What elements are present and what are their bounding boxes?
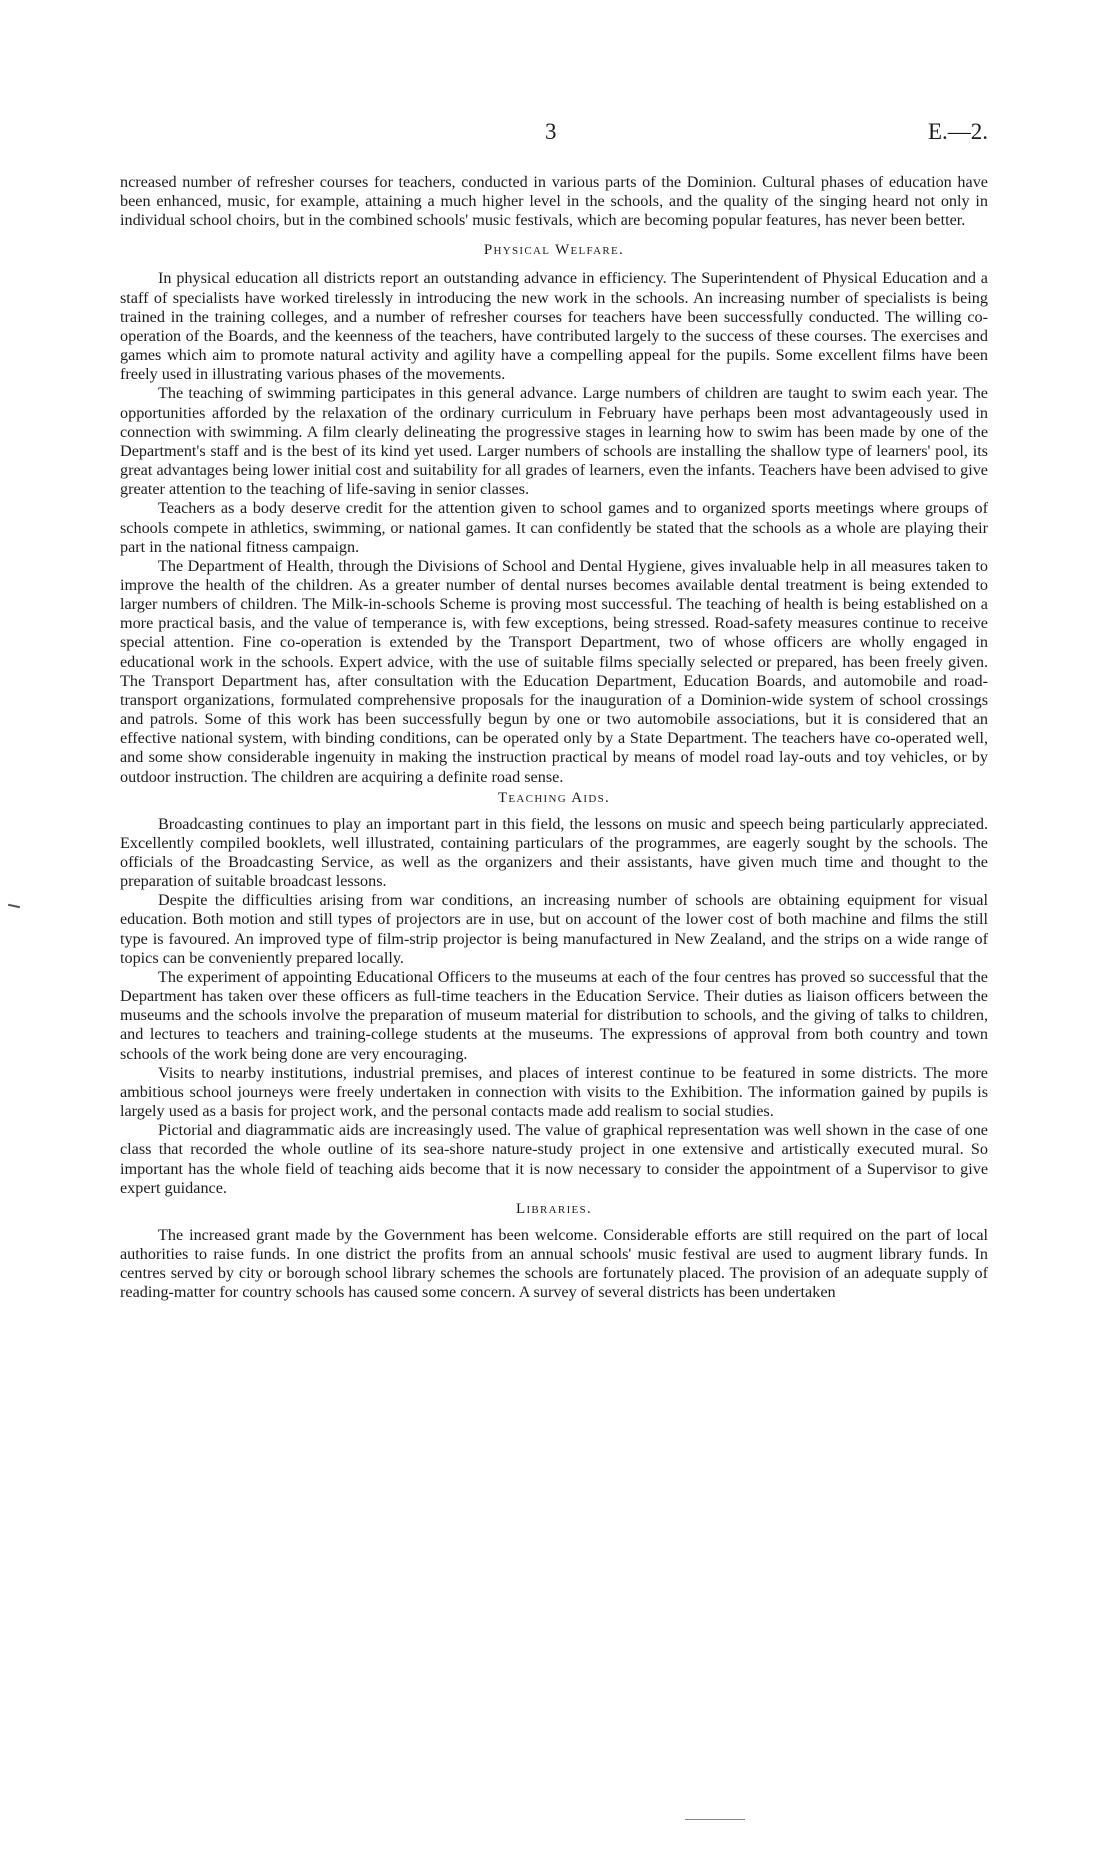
- intro-paragraph: ncreased number of refresher courses for teachers, conducted in various parts of the Dominion. Cultural phases of education have been enhanced, music, for example, attaining a much higher level in the schools, and the quality of the singing heard not only in individual school choirs, but in the combined schools' music festivals, which are becoming popular features, has never been better.: [120, 173, 988, 230]
- footer-rule: [685, 1819, 745, 1820]
- page-number: 3: [545, 119, 557, 144]
- section-heading-libraries: Libraries.: [515, 1200, 593, 1217]
- section-heading-physical-welfare: Physical Welfare.: [483, 242, 625, 259]
- section-heading-teaching-aids: Teaching Aids.: [497, 789, 611, 806]
- libraries-paragraph: The increased grant made by the Government has been welcome. Considerable efforts are still required on the part of local authorities to raise funds. In one district the profits from an annual schools' music festival are used to augment library funds. In centres served by city or borough school library schemes the schools are fortunately placed. The provision of an adequate supply of reading-matter for country schools has caused some concern. A survey of several districts has been undertaken: [120, 1225, 988, 1302]
- report-body: [120, 173, 988, 1302]
- teaching-aids-paragraph: Despite the difficulties arising from war conditions, an increasing number of schools are obtaining equipment for visual education. Both motion and still types of projectors are in use, but on account of the lower cost of both machine and films the still type is favoured. An improved type of film-strip projector is being manufactured in New Zealand, and the strips on a wide range of topics can be conveniently prepared locally.: [120, 891, 988, 967]
- physical-welfare-paragraph: The Department of Health, through the Divisions of School and Dental Hygiene, gives invaluable help in all measures taken to improve the health of the children. As a greater number of dental nurses becomes available dental treatment is being extended to larger numbers of children. The Milk-in-schools Scheme is proving most successful. The teaching of health is being established on a more practical basis, and the value of temperance is, with few exceptions, being stressed. Road-safety measures continue to receive special attention. Fine co-operation is extended by the Transport Department, two of whose officers are wholly engaged in educational work in the schools. Expert advice, with the use of suitable films specially selected or prepared, has been freely given. The Transport Department has, after consultation with the Education Department, Education Boards, and automobile and road-transport organizations, formulated comprehensive proposals for the inauguration of a Dominion-wide system of school crossings and patrols. Some of this work has been successfully begun by one or two automobile associations, but it is considered that an effective national system, with binding conditions, can be operated only by a State Department. The teachers have co-operated well, and some show considerable ingenuity in making the instruction practical by means of model road lay-outs and toy vehicles, or by outdoor instruction. The children are acquiring a definite road sense.: [120, 556, 988, 786]
- physical-welfare-paragraph: Teachers as a body deserve credit for the attention given to school games and to organized sports meetings where groups of schools compete in athletics, swimming, or national games. It can confidently be stated that the schools as a whole are playing their part in the national fitness campaign.: [120, 499, 988, 556]
- document-page: [120, 0, 988, 1851]
- teaching-aids-paragraph: The experiment of appointing Educational Officers to the museums at each of the four centres has proved so successful that the Department has taken over these officers as full-time teachers in the Education Service. Their duties as liaison officers between the museums and the schools involve the preparation of museum material for distribution to schools, and the giving of talks to children, and lectures to teachers and training-college students at the museums. The expressions of approval from both country and town schools of the work being done are very encouraging.: [120, 967, 988, 1063]
- teaching-aids-paragraph: Broadcasting continues to play an important part in this field, the lessons on music and speech being particularly appreciated. Excellently compiled booklets, well illustrated, containing particulars of the programmes, are eagerly sought by the schools. The officials of the Broadcasting Service, as well as the organizers and their assistants, have given much time and thought to the preparation of suitable broadcast lessons.: [120, 814, 988, 891]
- physical-welfare-paragraph: The teaching of swimming participates in this general advance. Large numbers of children are taught to swim each year. The opportunities afforded by the relaxation of the ordinary curriculum in February have perhaps been most advantageously used in connection with swimming. A film clearly delineating the progressive stages in learning how to swim has been made by one of the Department's staff and is the best of its kind yet used. Larger numbers of schools are installing the shallow type of learners' pool, its great advantages being lower initial cost and suitability for all grades of learners, even the infants. Teachers have been advised to give greater attention to the teaching of life-saving in senior classes.: [120, 384, 988, 499]
- physical-welfare-paragraph: In physical education all districts report an outstanding advance in efficiency. The Superintendent of Physical Education and a staff of specialists have worked tirelessly in introducing the new work in the schools. An increasing number of specialists is being trained in the training colleges, and a number of refresher courses for teachers have been successfully conducted. The willing co-operation of the Boards, and the keenness of the teachers, have contributed largely to the success of these courses. The exercises and games which aim to promote natural activity and agility have a compelling appeal for the pupils. Some excellent films have been freely used in illustrating various phases of the movements.: [120, 269, 988, 384]
- document-reference: E.—2.: [927, 119, 988, 144]
- teaching-aids-paragraph: Pictorial and diagrammatic aids are increasingly used. The value of graphical representation was well shown in the case of one class that recorded the whole outline of its sea-shore nature-study project in one extensive and artistically executed mural. So important has the whole field of teaching aids become that it is now necessary to consider the appointment of a Supervisor to give expert guidance.: [120, 1121, 988, 1197]
- teaching-aids-paragraph: Visits to nearby institutions, industrial premises, and places of interest continue to be featured in some districts. The more ambitious school journeys were freely undertaken in connection with visits to the Exhibition. The information gained by pupils is largely used as a basis for project work, and the personal contacts made add realism to social studies.: [120, 1063, 988, 1121]
- margin-tick-mark: [8, 904, 20, 908]
